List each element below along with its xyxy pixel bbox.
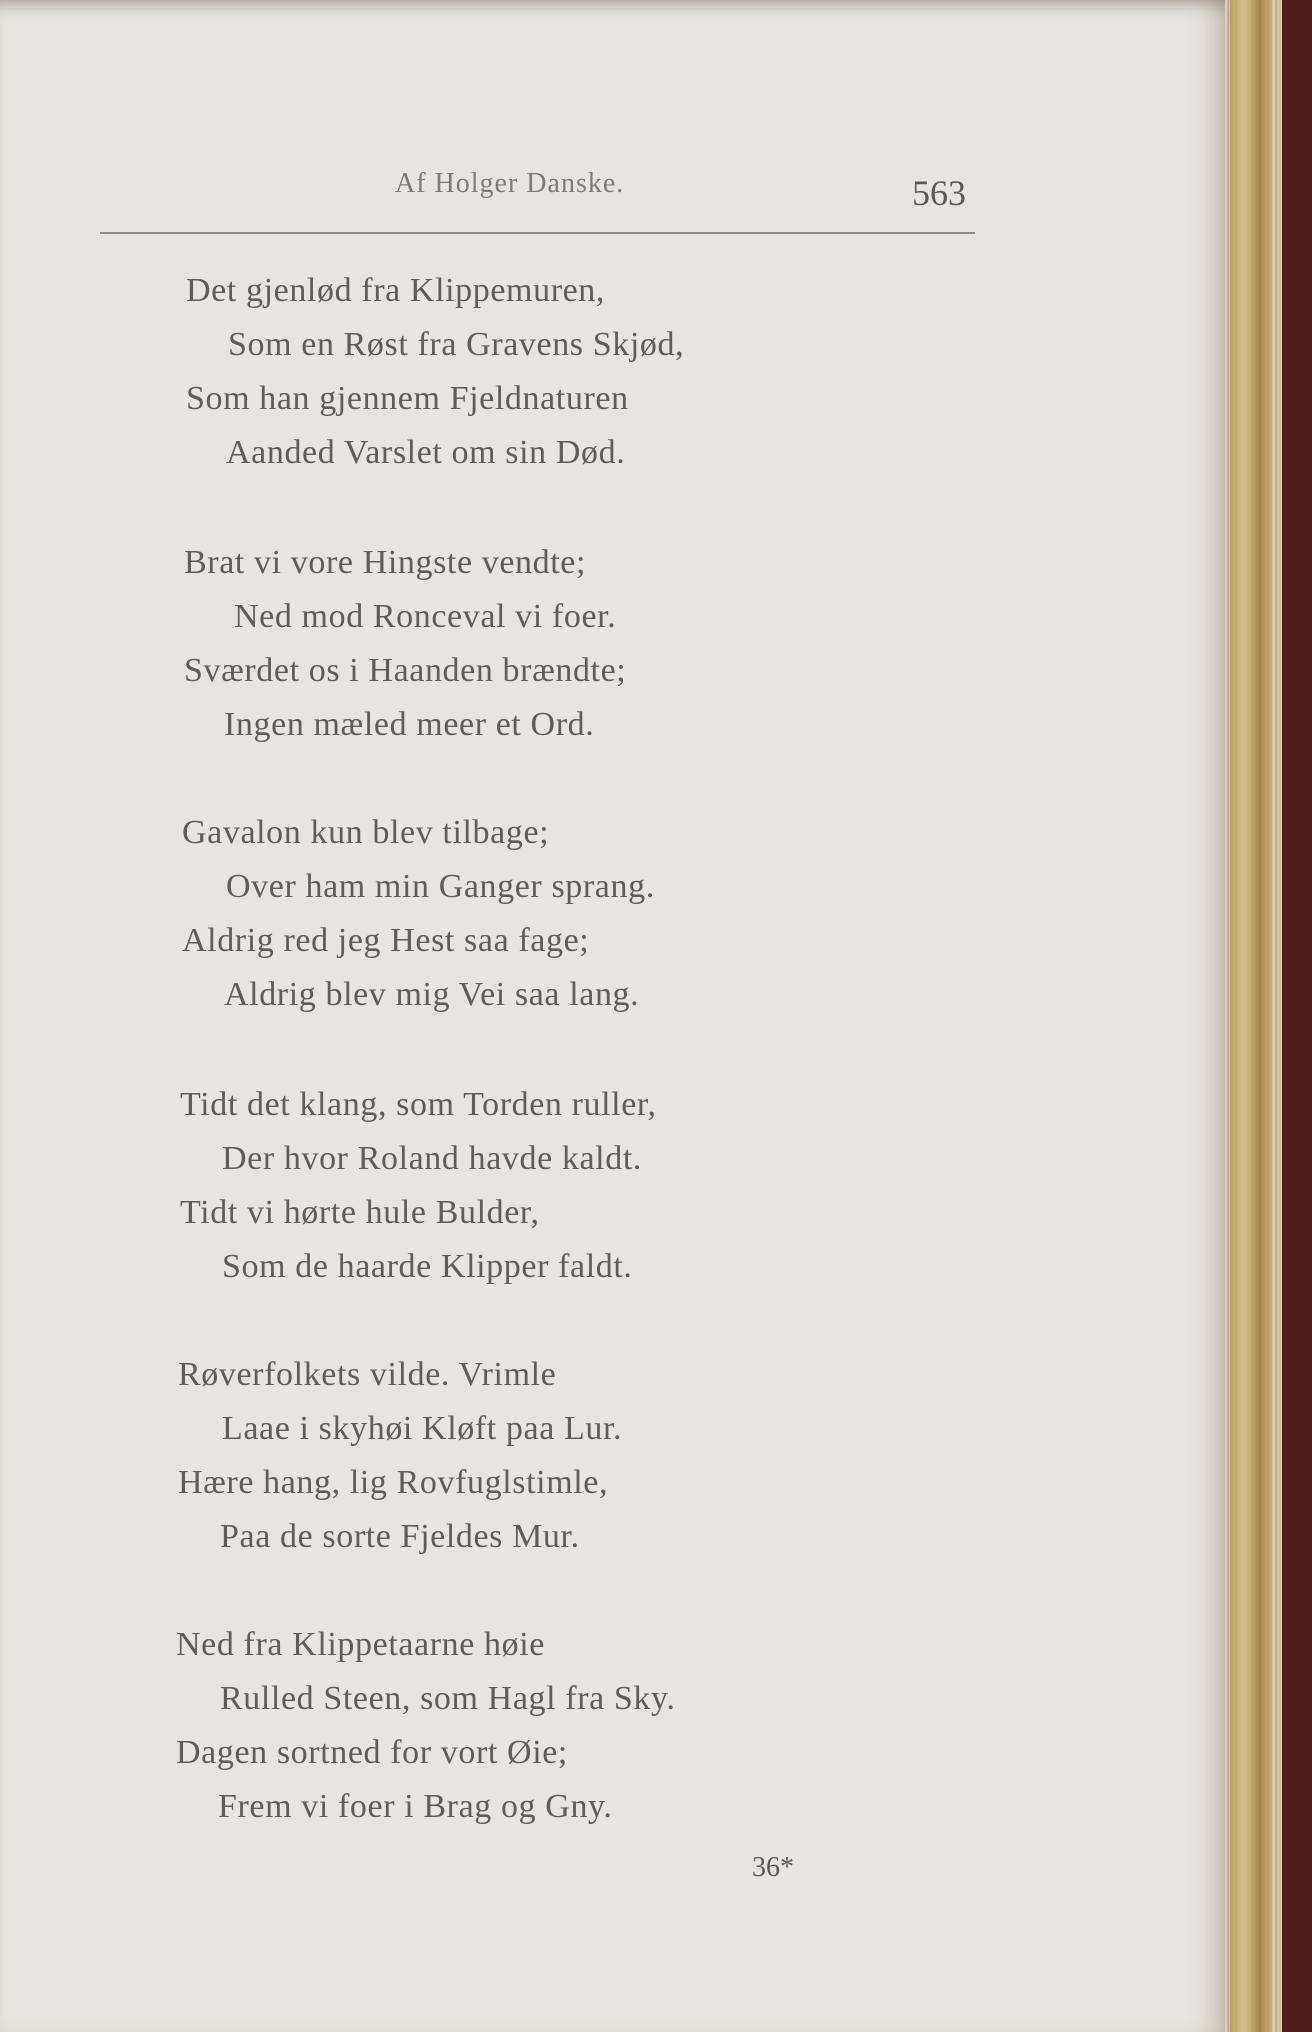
running-title: Af Holger Danske.: [395, 168, 625, 199]
poem-line: Aanded Varslet om sin Død.: [226, 434, 626, 471]
poem-line: Ned fra Klippetaarne høie: [176, 1626, 545, 1663]
poem-line: Aldrig blev mig Vei saa lang.: [224, 976, 640, 1013]
poem-line: Hære hang, lig Rovfuglstimle,: [178, 1464, 609, 1501]
poem-line: Som en Røst fra Gravens Skjød,: [228, 326, 685, 363]
poem-line: Ingen mæled meer et Ord.: [224, 706, 595, 743]
poem-line: Aldrig red jeg Hest saa fage;: [182, 922, 590, 959]
poem-line: Som han gjennem Fjeldnaturen: [186, 380, 629, 417]
page-number: 563: [912, 173, 966, 213]
poem-line: Røverfolkets vilde. Vrimle: [178, 1356, 557, 1393]
poem-line: Gavalon kun blev tilbage;: [182, 814, 550, 851]
header-rule: [100, 232, 975, 234]
poem-line: Tidt vi hørte hule Bulder,: [180, 1194, 540, 1231]
poem-line: Det gjenlød fra Klippemuren,: [186, 272, 606, 309]
poem-line: Over ham min Ganger sprang.: [226, 868, 655, 905]
poem-line: Frem vi foer i Brag og Gny.: [218, 1788, 613, 1825]
poem-line: Som de haarde Klipper faldt.: [222, 1248, 633, 1285]
poem-line: Der hvor Roland havde kaldt.: [222, 1140, 642, 1177]
signature-mark: 36*: [752, 1852, 794, 1883]
poem-line: Rulled Steen, som Hagl fra Sky.: [220, 1680, 676, 1717]
gilt-edge: [1230, 0, 1272, 2032]
poem-line: Dagen sortned for vort Øie;: [176, 1734, 568, 1771]
poem-line: Brat vi vore Hingste vendte;: [184, 544, 587, 581]
poem-line: Paa de sorte Fjeldes Mur.: [220, 1518, 580, 1555]
poem-line: Tidt det klang, som Torden ruller,: [180, 1086, 657, 1123]
poem-line: Laae i skyhøi Kløft paa Lur.: [222, 1410, 623, 1447]
running-head: [0, 168, 980, 228]
poem-line: Sværdet os i Haanden brændte;: [184, 652, 627, 689]
poem-line: Ned mod Ronceval vi foer.: [234, 598, 617, 635]
